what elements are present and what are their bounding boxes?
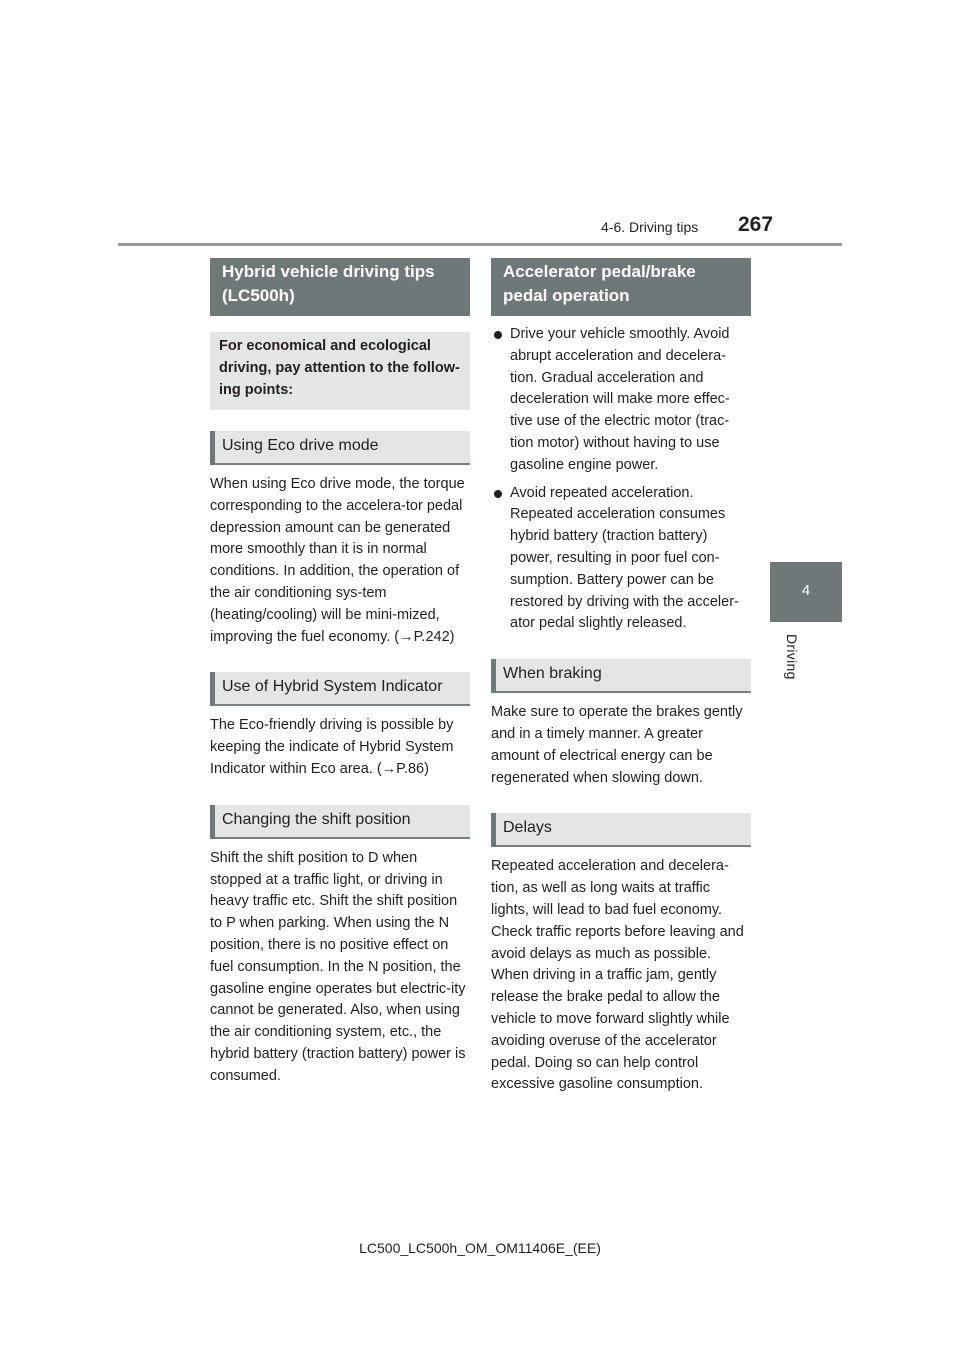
subheading-eco-drive: Using Eco drive mode xyxy=(210,431,470,465)
subheading-braking: When braking xyxy=(491,659,751,693)
subheading-hybrid-indicator: Use of Hybrid System Indicator xyxy=(210,672,470,706)
intro-box: For economical and ecological driving, pay attention to the follow-ing points: xyxy=(210,332,470,410)
left-column xyxy=(210,258,470,1088)
document-footer: LC500_LC500h_OM_OM11406E_(EE) xyxy=(359,1240,601,1256)
delays-text: Repeated acceleration and decelera-tion, as well as long waits at traffic lights, will lead to bad fuel economy. Check traffic reports before leaving and avoid delays as much as possible. When driving in a traffic jam, gently release the brake pedal to allow the vehicle to move forward slightly while avoiding overuse of the accelerator pedal. Doing so can help control excessive gasoline consumption. xyxy=(491,858,744,1093)
bullet-icon xyxy=(494,331,502,339)
chapter-number: 4 xyxy=(801,582,811,599)
section-heading-pedal: Accelerator pedal/brake pedal operation xyxy=(491,258,751,316)
page-number: 267 xyxy=(738,213,774,236)
braking-text: Make sure to operate the brakes gently and in a timely manner. A greater amount of electrical energy can be regenerated when slowing down. xyxy=(491,704,743,786)
chapter-label: Driving xyxy=(784,634,800,680)
section-heading: Hybrid vehicle driving tips (LC500h) xyxy=(210,258,470,316)
list-item xyxy=(491,483,751,636)
chapter-tab[interactable] xyxy=(770,562,842,622)
eco-drive-text: When using Eco drive mode, the torque corresponding to the accelera-tor pedal depression amount can be generated more smoothly than it is in normal conditions. In addition, the operation of the air conditioning sys-tem (heating/cooling) will be mini-mized, improving the fuel economy. (→P.242) xyxy=(210,476,465,645)
section-title: 4-6. Driving tips xyxy=(601,219,699,235)
hybrid-indicator-text: The Eco-friendly driving is possible by keeping the indicate of Hybrid System Indicator within Eco area. (→P.86) xyxy=(210,717,454,777)
bullet-text: Drive your vehicle smoothly. Avoid abrupt acceleration and decelera-tion. Gradual acceleration and deceleration will make more effec-tive use of the electric motor (trac-tion motor) without having to use gasoline engine power. xyxy=(510,326,730,473)
subheading-shift-position: Changing the shift position xyxy=(210,805,470,839)
right-column xyxy=(491,258,751,1096)
list-item xyxy=(491,324,751,477)
header-divider xyxy=(118,243,842,246)
bullet-text: Avoid repeated acceleration. Repeated acceleration consumes hybrid battery (traction battery) power, resulting in poor fuel con-sumption. Battery power can be restored by driving with the acceler-ator pedal slightly released. xyxy=(510,484,739,632)
bullet-icon xyxy=(494,490,502,498)
subheading-delays: Delays xyxy=(491,813,751,847)
shift-position-text: Shift the shift position to D when stopped at a traffic light, or driving in heavy traffic etc. Shift the shift position to P when parking. When using the N position, there is no positive effect on fuel consumption. In the N position, the gasoline engine operates but electric-ity cannot be generated. Also, when using the air conditioning system, etc., the hybrid battery (traction battery) power is consumed. xyxy=(210,849,466,1084)
